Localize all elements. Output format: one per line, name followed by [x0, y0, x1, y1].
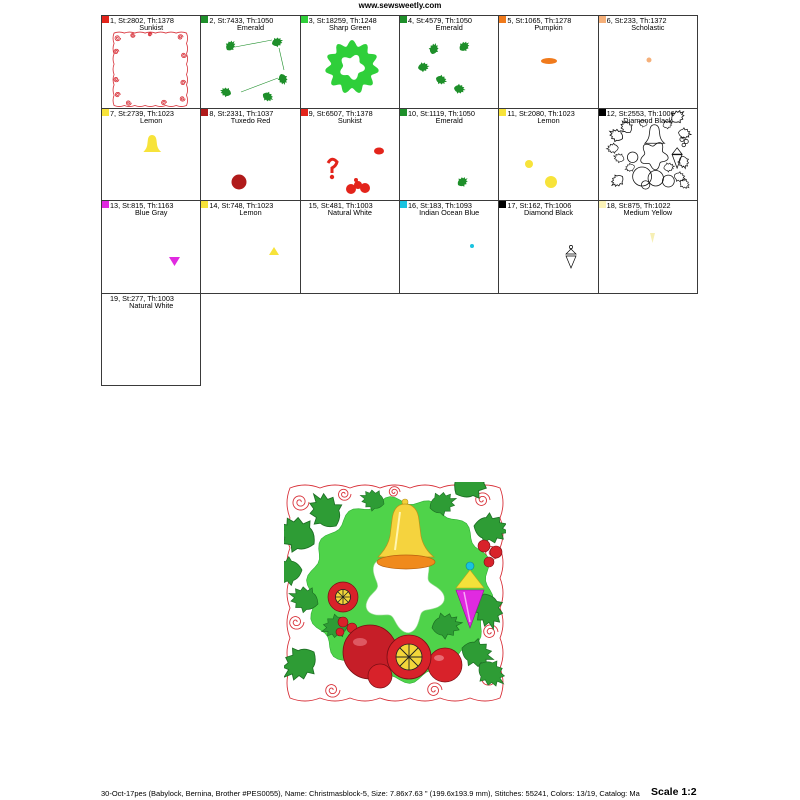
thread-color-cell-3	[300, 15, 400, 109]
holly-leaf	[677, 127, 691, 140]
thread-color-name: Diamond Black	[623, 115, 673, 125]
stitch-thread-label: 6, St:233, Th:1372	[606, 16, 667, 25]
color-swatch	[102, 109, 109, 116]
thread-color-name: Diamond Black	[523, 208, 574, 218]
stitch-thread-label: 16, St:183, Th:1093	[407, 201, 472, 211]
design-preview	[284, 482, 506, 704]
stitch-thread-label: 10, St:1119, Th:1050	[407, 108, 475, 118]
stitch-thread-label: 14, St:748, Th:1023	[209, 201, 274, 211]
thread-color-name: Lemon	[140, 115, 163, 125]
thread-color-name: Pumpkin	[534, 23, 563, 32]
design-info: 30-Oct-17pes (Babylock, Bernina, Brother #PES0055), Name: Christmasblock-5, Size: 7.86x7.63 " (199.6x193.9 mm), Stitches: 55241, Colors: 13/19, Catalog: Ma	[101, 789, 640, 798]
color-swatch	[400, 109, 407, 116]
holly-leaf	[606, 142, 619, 153]
thread-color-name: Natural White	[327, 208, 372, 218]
holly-leaf	[672, 170, 686, 183]
thread-color-cell-19	[101, 293, 201, 387]
color-swatch	[301, 16, 308, 23]
stitch-thread-label: 4, St:4579, Th:1050	[407, 16, 472, 25]
stitch-thread-label: 9, St:6507, Th:1378	[308, 108, 373, 118]
color-swatch	[102, 201, 109, 208]
thread-color-name: Scholastic	[631, 23, 665, 32]
color-swatch	[102, 16, 109, 23]
color-swatch	[201, 16, 208, 23]
holly-leaf	[663, 161, 675, 172]
thread-color-name: Indian Ocean Blue	[419, 208, 480, 218]
thread-color-cell-2	[200, 15, 300, 109]
stitch-thread-label: 15, St:481, Th:1003	[308, 201, 373, 211]
color-swatch	[499, 201, 506, 208]
thread-color-name: Emerald	[435, 115, 463, 125]
thread-color-cell-8	[200, 108, 300, 202]
color-swatch	[301, 201, 308, 208]
color-swatch	[301, 109, 308, 116]
color-swatch	[599, 16, 606, 23]
thread-color-cell-9	[300, 108, 400, 202]
stitch-thread-label: 8, St:2331, Th:1037	[209, 108, 274, 118]
thread-color-name: Blue Gray	[134, 208, 168, 218]
color-swatch	[599, 109, 606, 116]
holly-leaf	[608, 172, 626, 190]
holly-leaf	[284, 556, 303, 588]
stitch-thread-label: 12, St:2553, Th:1006	[606, 108, 675, 118]
thread-color-cell-5	[498, 15, 598, 109]
thread-color-name: Medium Yellow	[623, 208, 673, 218]
thread-color-cell-10	[399, 108, 499, 202]
thread-color-cell-15	[300, 200, 400, 294]
thread-color-name: Sunkist	[139, 23, 164, 32]
stitch-thread-label: 19, St:277, Th:1003	[110, 293, 174, 303]
thread-color-name: Tuxedo Red	[230, 115, 271, 125]
thread-color-cell-6	[598, 15, 698, 109]
scale-label: Scale 1:2	[651, 786, 697, 798]
thread-color-name: Lemon	[239, 208, 262, 218]
thread-color-cell-13	[101, 200, 201, 294]
color-swatch	[400, 201, 407, 208]
color-swatch	[599, 201, 606, 208]
holly-leaf	[676, 154, 690, 169]
thread-color-cell-1	[101, 15, 201, 109]
stitch-thread-label: 1, St:2802, Th:1378	[110, 16, 174, 25]
stitch-thread-label: 2, St:7433, Th:1050	[209, 16, 274, 25]
holly-leaf	[612, 151, 625, 163]
color-swatch	[201, 201, 208, 208]
stitch-thread-label: 7, St:2739, Th:1023	[110, 108, 174, 118]
color-swatch	[102, 294, 109, 301]
stitch-thread-label: 11, St:2080, Th:1023	[507, 108, 575, 118]
thread-color-name: Emerald	[435, 23, 463, 32]
stitch-thread-label: 18, St:875, Th:1022	[606, 201, 671, 211]
thread-color-cell-18	[598, 200, 698, 294]
thread-color-cell-17	[498, 200, 598, 294]
stitch-thread-label: 13, St:815, Th:1163	[110, 201, 174, 211]
thread-color-cell-16	[399, 200, 499, 294]
site-url: www.sewsweetly.com	[358, 1, 442, 10]
stitch-thread-label: 3, St:18259, Th:1248	[308, 16, 377, 25]
color-swatch	[400, 16, 407, 23]
stitch-thread-label: 17, St:162, Th:1006	[507, 201, 572, 211]
thread-color-cell-11	[498, 108, 598, 202]
ornament-ball-left	[328, 582, 358, 612]
thread-color-cell-14	[200, 200, 300, 294]
color-swatch	[201, 109, 208, 116]
thread-color-name: Emerald	[236, 23, 265, 32]
thread-color-cell-7	[101, 108, 201, 202]
thread-color-name: Natural White	[129, 300, 174, 310]
thread-color-name: Sunkist	[337, 115, 362, 125]
color-swatch	[499, 109, 506, 116]
holly-leaf	[284, 639, 325, 690]
stitch-thread-label: 5, St:1065, Th:1278	[507, 16, 572, 25]
thread-color-cell-4	[399, 15, 499, 109]
thread-color-name: Lemon	[537, 115, 560, 125]
color-swatch	[499, 16, 506, 23]
thread-color-cell-12	[598, 108, 698, 202]
thread-color-name: Sharp Green	[328, 23, 371, 32]
